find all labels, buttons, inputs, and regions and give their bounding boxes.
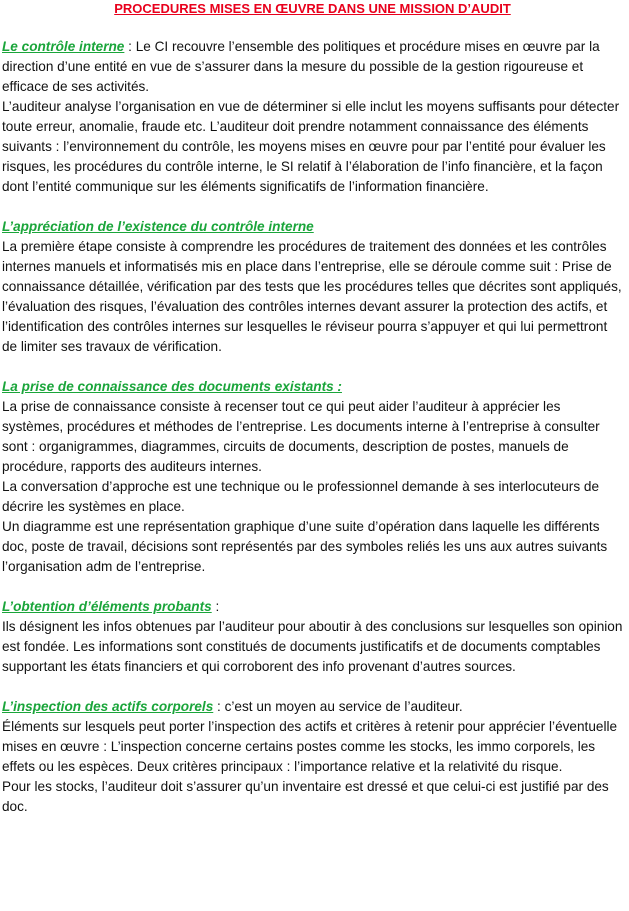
section-paragraph: La conversation d’approche est une technique ou le professionnel demande à ses interlocuteurs de décrire les systèmes en place. bbox=[2, 479, 600, 514]
section-paragraph: Ils désignent les infos obtenues par l’auditeur pour aboutir à des conclusions sur lesquelles son opinion est fondée. Les informations sont constitués de documents justificatifs et de documents comptables supportant les états financiers et qui corroborent des info provenant d’autres sources. bbox=[2, 619, 623, 674]
spacer bbox=[0, 197, 625, 217]
paragraph-text: Le CI recouvre l’ensemble des politiques et procédure mises en œuvre par la direction d’une entité en vue de s’assurer dans la mesure du possible de la gestion rigoureuse et efficace de ses activités. bbox=[2, 39, 600, 94]
section-prise-connaissance-documents bbox=[0, 377, 625, 577]
section-heading-line bbox=[0, 697, 625, 717]
section-paragraph bbox=[0, 37, 625, 97]
section-elements-probants bbox=[0, 597, 625, 677]
spacer bbox=[0, 357, 625, 377]
spacer bbox=[0, 577, 625, 597]
document-title: PROCEDURES MISES EN ŒUVRE DANS UNE MISSION D’AUDIT bbox=[114, 1, 511, 16]
section-paragraph: Éléments sur lesquels peut porter l’inspection des actifs et critères à retenir pour apprécier l’éventuelle mises en œuvre : L’inspection concerne certains postes comme les stocks, les immo corporels, les effets ou les espèces. Deux critères principaux : l’importance relative et la relativité du risque. bbox=[2, 719, 618, 774]
section-heading: L’obtention d’éléments probants bbox=[2, 599, 212, 614]
section-heading-line bbox=[0, 377, 625, 397]
section-appreciation-controle-interne bbox=[0, 217, 625, 357]
heading-suffix: : c’est un moyen au service de l’auditeur. bbox=[213, 699, 463, 714]
section-heading: L’inspection des actifs corporels bbox=[2, 699, 214, 714]
section-paragraph: L’auditeur analyse l’organisation en vue de déterminer si elle inclut les moyens suffisants pour détecter toute erreur, anomalie, fraude etc. L’auditeur doit prendre notamment connaissance des éléments suivants : l’environnement du contrôle, les moyens mises en œuvre pour par l’entité pour évaluer les risques, les procédures du contrôle interne, le SI relatif à l’élaboration de l’info financière, et la façon dont l’entité communique sur les éléments significatifs de l’information financière. bbox=[2, 99, 620, 194]
section-heading-line bbox=[0, 597, 625, 617]
section-controle-interne bbox=[0, 37, 625, 197]
section-paragraph: Un diagramme est une représentation graphique d’une suite d’opération dans laquelle les différents doc, poste de travail, décisions sont représentés par des symboles reliés les uns aux autres suivants l’organisation adm de l’entreprise. bbox=[2, 519, 608, 574]
section-paragraph: La prise de connaissance consiste à recenser tout ce qui peut aider l’auditeur à apprécier les systèmes, procédures et méthodes de l’entreprise. Les documents interne à l’entreprise à consulter sont : organigrammes, diagrammes, circuits de documents, description de postes, manuels de procédure, rapports des auditeurs internes. bbox=[2, 399, 600, 474]
heading-suffix: : bbox=[124, 39, 136, 54]
section-heading: La prise de connaissance des documents existants : bbox=[2, 379, 342, 394]
heading-suffix: : bbox=[211, 599, 220, 614]
section-heading: L’appréciation de l’existence du contrôle interne bbox=[2, 219, 314, 234]
section-heading: Le contrôle interne bbox=[2, 39, 125, 54]
section-inspection-actifs bbox=[0, 697, 625, 817]
section-paragraph: Pour les stocks, l’auditeur doit s’assurer qu’un inventaire est dressé et que celui-ci est justifié par des doc. bbox=[2, 779, 609, 814]
section-paragraph: La première étape consiste à comprendre les procédures de traitement des données et les contrôles internes manuels et informatisés mis en place dans l’entreprise, elle se déroule comme suit : Prise de connaissance détaillée, vérification par des tests que les procédures telles que décrites sont appliqués, l’évaluation des risques, l’évaluation des contrôles internes devant assurer la protection des actifs, et l’identification des contrôles internes sur lesquelles le réviseur pourra s’appuyer et qui lui permettront de limiter ses travaux de vérification. bbox=[2, 239, 622, 354]
spacer bbox=[0, 17, 625, 37]
spacer bbox=[0, 677, 625, 697]
section-heading-line bbox=[0, 217, 625, 237]
